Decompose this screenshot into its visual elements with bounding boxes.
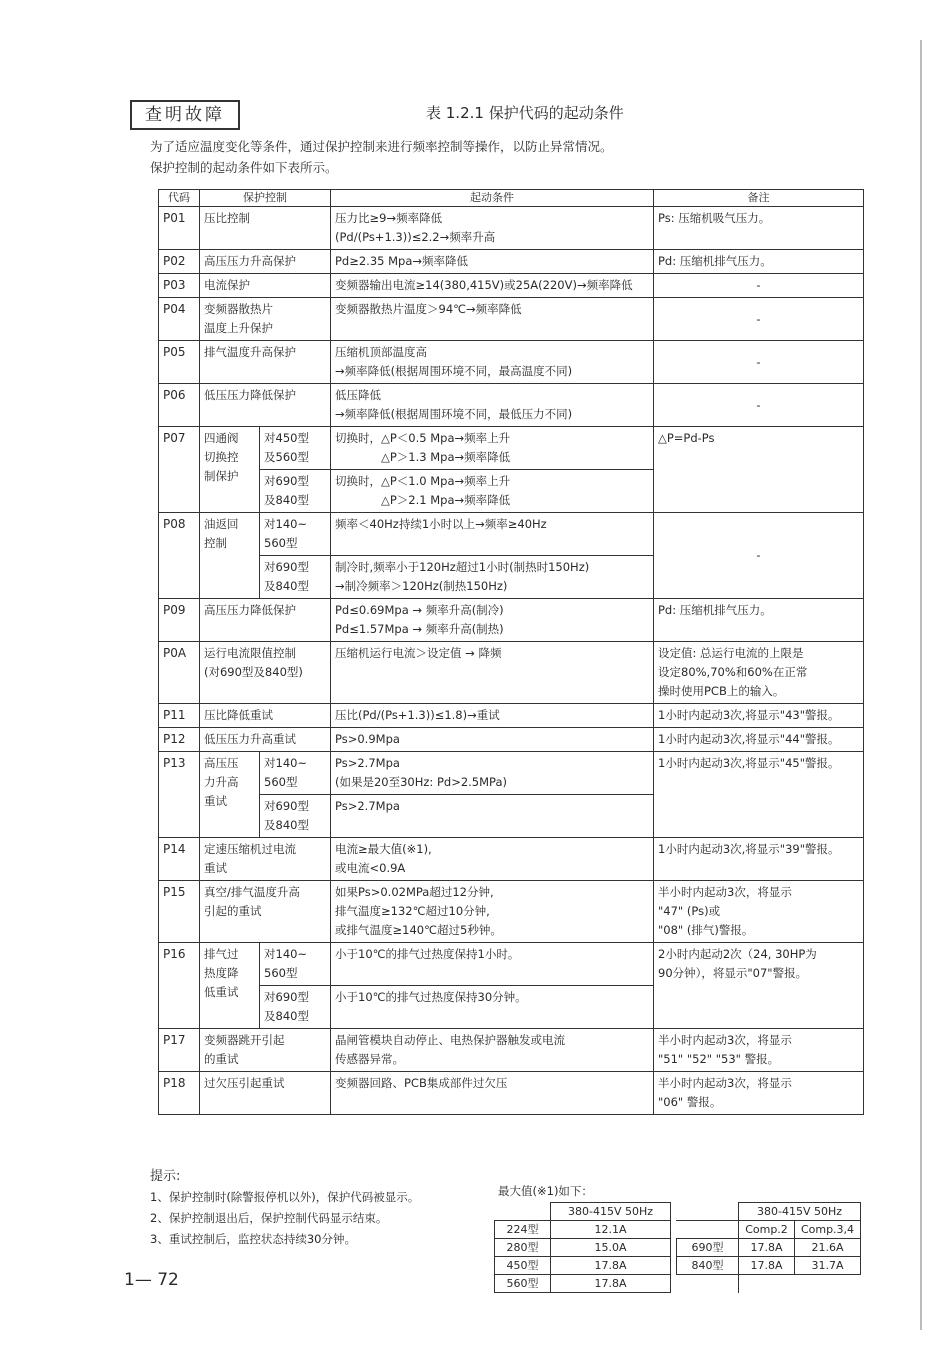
table-row [159,250,864,274]
row-model: 对690型 及840型 [260,986,331,1029]
max-table1-row: 560型 17.8A [495,1275,671,1293]
table-row [159,427,864,470]
row-control: 高压压力升高保护 [200,250,331,274]
max-table2-row: 840型 17.8A 31.7A [677,1257,861,1275]
row-model: 对140~ 560型 [260,513,331,556]
row-note: - [654,384,864,427]
table-row [159,298,864,341]
row-model: 对140~ 560型 [260,943,331,986]
row-condition: 电流≥最大值(※1), 或电流<0.9A [331,838,654,881]
row-condition: 切换时，△P＜1.0 Mpa→频率上升 △P＞2.1 Mpa→频率降低 [331,470,654,513]
table-row [159,599,864,642]
row-model: 对690型 及840型 [260,556,331,599]
row-model: 对690型 及840型 [260,795,331,838]
header-control: 保护控制 [200,190,331,207]
row-note: 1小时内起动3次,将显示"43"警报。 [654,704,864,728]
row-control: 定速压缩机过电流 重试 [200,838,331,881]
row-condition: 如果Ps>0.02MPa超过12分钟, 排气温度≥132℃超过10分钟, 或排气温度≥140℃超过5秒钟。 [331,881,654,943]
row-code: P18 [159,1072,200,1115]
row-control: 过欠压引起重试 [200,1072,331,1115]
max-table2-col: Comp.3,4 [795,1221,861,1239]
max-table1-row: 224型 12.1A [495,1221,671,1239]
row-note: - [654,513,864,599]
max-table1-row: 450型 17.8A [495,1257,671,1275]
table-row [159,341,864,384]
row-condition: 制冷时,频率小于120Hz超过1小时(制热时150Hz) →制冷频率＞120Hz(制热150Hz) [331,556,654,599]
table-row [159,881,864,943]
max-table2-col: Comp.2 [739,1221,795,1239]
table-row [159,1029,864,1072]
row-control: 四通阀 切换控 制保护 [200,427,260,513]
row-control: 压比控制 [200,207,331,250]
row-control: 油返回 控制 [200,513,260,599]
header-condition: 起动条件 [331,190,654,207]
page-number: 1— 72 [124,1270,179,1290]
row-condition: 压缩机顶部温度高 →频率降低(根据周围环境不同，最高温度不同) [331,341,654,384]
row-model: 对690型 及840型 [260,470,331,513]
row-note: △P=Pd-Ps [654,427,864,513]
row-condition: Pd≤0.69Mpa → 频率升高(制冷) Pd≤1.57Mpa → 频率升高(制热) [331,599,654,642]
max-table1-row: 280型 15.0A [495,1239,671,1257]
row-control: 排气温度升高保护 [200,341,331,384]
row-control: 低压压力升高重试 [200,728,331,752]
table-row [159,642,864,704]
row-control: 运行电流限值控制 (对690型及840型) [200,642,331,704]
table-row [159,384,864,427]
row-condition: 低压降低 →频率降低(根据周围环境不同，最低压力不同) [331,384,654,427]
table-row [159,513,864,556]
page-edge-line [920,40,922,1330]
table-row [159,207,864,250]
intro-line-1: 为了适应温度变化等条件，通过保护控制来进行频率控制等操作，以防止异常情况。 [150,139,613,154]
max-table1-header: 380-415V 50Hz [551,1203,671,1221]
row-control: 变频器散热片 温度上升保护 [200,298,331,341]
row-code: P07 [159,427,200,513]
row-code: P11 [159,704,200,728]
table-row [159,943,864,986]
row-code: P08 [159,513,200,599]
table-row [159,704,864,728]
row-control: 高压压力降低保护 [200,599,331,642]
row-condition: 晶闸管模块自动停止、电热保护器触发或电流 传感器异常。 [331,1029,654,1072]
table-row [159,1072,864,1115]
row-note: Pd: 压缩机排气压力。 [654,250,864,274]
tip-item: 1、保护控制时(除警报停机以外)，保护代码被显示。 [150,1190,420,1204]
max-table2-header: 380-415V 50Hz [739,1203,861,1221]
row-condition: 变频器输出电流≥14(380,415V)或25A(220V)→频率降低 [331,274,654,298]
row-code: P01 [159,207,200,250]
row-control: 排气过 热度降 低重试 [200,943,260,1029]
header-note: 备注 [654,190,864,207]
row-code: P17 [159,1029,200,1072]
row-code: P09 [159,599,200,642]
row-note: 1小时内起动3次,将显示"39"警报。 [654,838,864,881]
row-model: 对450型 及560型 [260,427,331,470]
tips-heading: 提示: [150,1169,181,1184]
table-header-row [159,190,864,207]
max-table2-row: 690型 17.8A 21.6A [677,1239,861,1257]
row-condition: 切换时，△P＜0.5 Mpa→频率上升 △P＞1.3 Mpa→频率降低 [331,427,654,470]
row-note: 1小时内起动3次,将显示"44"警报。 [654,728,864,752]
row-note: 1小时内起动3次,将显示"45"警报。 [654,752,864,838]
row-note: - [654,274,864,298]
protection-code-table [158,189,864,1115]
row-code: P04 [159,298,200,341]
row-condition: Pd≥2.35 Mpa→频率降低 [331,250,654,274]
row-control: 变频器跳开引起 的重试 [200,1029,331,1072]
row-code: P16 [159,943,200,1029]
row-condition: Ps>2.7Mpa [331,795,654,838]
row-code: P14 [159,838,200,881]
row-control: 电流保护 [200,274,331,298]
row-note: Ps: 压缩机吸气压力。 [654,207,864,250]
row-control: 压比降低重试 [200,704,331,728]
row-code: P05 [159,341,200,384]
section-tag: 查明故障 [130,100,240,130]
row-condition: Ps>0.9Mpa [331,728,654,752]
tips-section [150,1166,419,1250]
row-control: 高压压 力升高 重试 [200,752,260,838]
row-code: P02 [159,250,200,274]
row-condition: 频率＜40Hz持续1小时以上→频率≥40Hz [331,513,654,556]
row-note: - [654,298,864,341]
tip-item: 2、保护控制退出后，保护控制代码显示结束。 [150,1211,388,1225]
intro-line-2: 保护控制的起动条件如下表所示。 [150,160,338,175]
table-row [159,274,864,298]
row-condition: 小于10℃的排气过热度保持30分钟。 [331,986,654,1029]
table-title: 表 1.2.1 保护代码的起动条件 [426,104,624,122]
row-code: P06 [159,384,200,427]
row-control: 真空/排气温度升高 引起的重试 [200,881,331,943]
row-code: P0A [159,642,200,704]
table-row [159,728,864,752]
max-value-table-2 [676,1202,861,1293]
row-condition: 压缩机运行电流＞设定值 → 降频 [331,642,654,704]
row-model: 对140~ 560型 [260,752,331,795]
max-value-label: 最大值(※1)如下： [498,1184,593,1198]
row-note: 半小时内起动3次，将显示 "06" 警报。 [654,1072,864,1115]
tip-item: 3、重试控制后，监控状态持续30分钟。 [150,1232,356,1246]
row-note: Pd: 压缩机排气压力。 [654,599,864,642]
row-control: 低压压力降低保护 [200,384,331,427]
row-note: 设定值: 总运行电流的上限是 设定80%,70%和60%在正常 操时使用PCB上的输入。 [654,642,864,704]
row-code: P03 [159,274,200,298]
table-row [159,752,864,795]
row-note: 2小时内起动2次（24, 30HP为 90分钟），将显示"07"警报。 [654,943,864,1029]
max-value-table-1 [494,1202,671,1293]
row-condition: 小于10℃的排气过热度保持1小时。 [331,943,654,986]
row-note: 半小时内起动3次，将显示 "47" (Ps)或 "08" (排气)警报。 [654,881,864,943]
header-code: 代码 [159,190,200,207]
row-note: 半小时内起动3次，将显示 "51" "52" "53" 警报。 [654,1029,864,1072]
row-condition: 变频器回路、PCB集成部件过欠压 [331,1072,654,1115]
row-code: P13 [159,752,200,838]
row-condition: 变频器散热片温度＞94℃→频率降低 [331,298,654,341]
row-condition: 压比(Pd/(Ps+1.3))≤1.8)→重试 [331,704,654,728]
intro-text [150,136,613,178]
row-code: P15 [159,881,200,943]
row-condition: Ps>2.7Mpa (如果是20至30Hz: Pd>2.5MPa) [331,752,654,795]
table-row [159,838,864,881]
row-condition: 压力比≥9→频率降低 (Pd/(Ps+1.3))≤2.2→频率升高 [331,207,654,250]
row-note: - [654,341,864,384]
row-code: P12 [159,728,200,752]
